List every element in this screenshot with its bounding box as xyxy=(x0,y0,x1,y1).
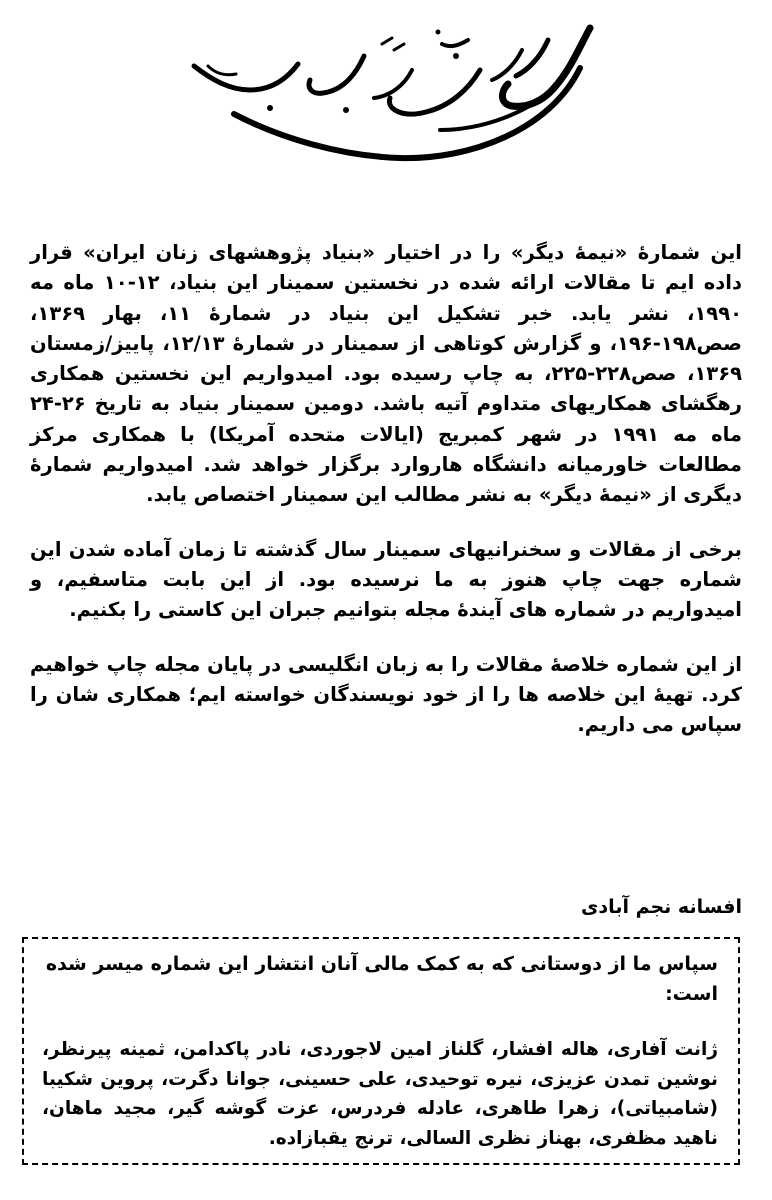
acknowledgment-box xyxy=(22,937,740,1165)
header-calligraphy xyxy=(150,10,620,175)
paragraph-2: برخی از مقالات و سخنرانیهای سمینار سال گذشته تا زمان آماده شدن این شماره جهت چاپ هنوز به ما نرسیده بود. از این بابت متاسفیم، و امیدواریم در شماره های آیندهٔ مجله بتوانیم جبران این کاستی را بکنیم. xyxy=(30,537,742,622)
paragraph-3: از این شماره خلاصهٔ مقالات را به زبان انگلیسی در پایان مجله چاپ خواهیم کرد. تهیهٔ این خلاصه ها را از خود نویسندگان خواسته ایم؛ همکاری شان را سپاس می داریم. xyxy=(30,652,742,737)
calligraphy-title-graphic xyxy=(150,10,620,175)
donor-names: ژانت آفاری، هاله افشار، گلناز امین لاجوردی، نادر پاکدامن، ثمینه پیرنظر، نوشین تمدن عزیزی، نیره توحیدی، علی حسینی، جوانا دگرت، پروین شکیبا (شامبیاتی)، زهرا طاهری، عادله فردرس، عزت گوشه گیر، مجید ماهان، ناهید مظفری، بهناز نظری السالی، ترنج یقبازاده. xyxy=(42,1039,718,1149)
paragraph-1: این شمارهٔ «نیمهٔ دیگر» را در اختیار «بنیاد پژوهشهای زنان ایران» قرار داده ایم تا مقالات ارائه شده در نخستین سمینار این بنیاد، ۱۲-۱۰ ماه مه ۱۹۹۰، نشر یابد. خبر تشکیل این بنیاد در شمارهٔ ۱۱، بهار ۱۳۶۹، صص۱۹۸-۱۹۶، و گزارش کوتاهی از سمینار در شمارهٔ ۱۲/۱۳، پاییز/زمستان ۱۳۶۹، صص۲۲۸-۲۲۵، به چاپ رسیده بود. امیدواریم این نخستین همکاری رهگشای همکاریهای متداوم آتیه باشد. دومین سمینار بنیاد به تاریخ ۲۶-۲۴ ماه مه ۱۹۹۱ در شهر کمبریج (ایالات متحده آمریکا) با همکاری مرکز مطالعات خاورمیانه دانشگاه هاروارد برگزار خواهد شد. امیدواریم شمارهٔ دیگری از «نیمهٔ دیگر» به نشر مطالب این سمینار اختصاص یابد. xyxy=(30,241,742,507)
acknowledgment-intro: سپاس ما از دوستانی که به کمک مالی آنان انتشار این شماره میسر شده است: xyxy=(45,953,718,1005)
editorial-body xyxy=(30,238,742,740)
author-signature: افسانه نجم آبادی xyxy=(581,896,742,918)
calligraphy-hidden-label: سخن با خوانندگان xyxy=(377,169,393,171)
